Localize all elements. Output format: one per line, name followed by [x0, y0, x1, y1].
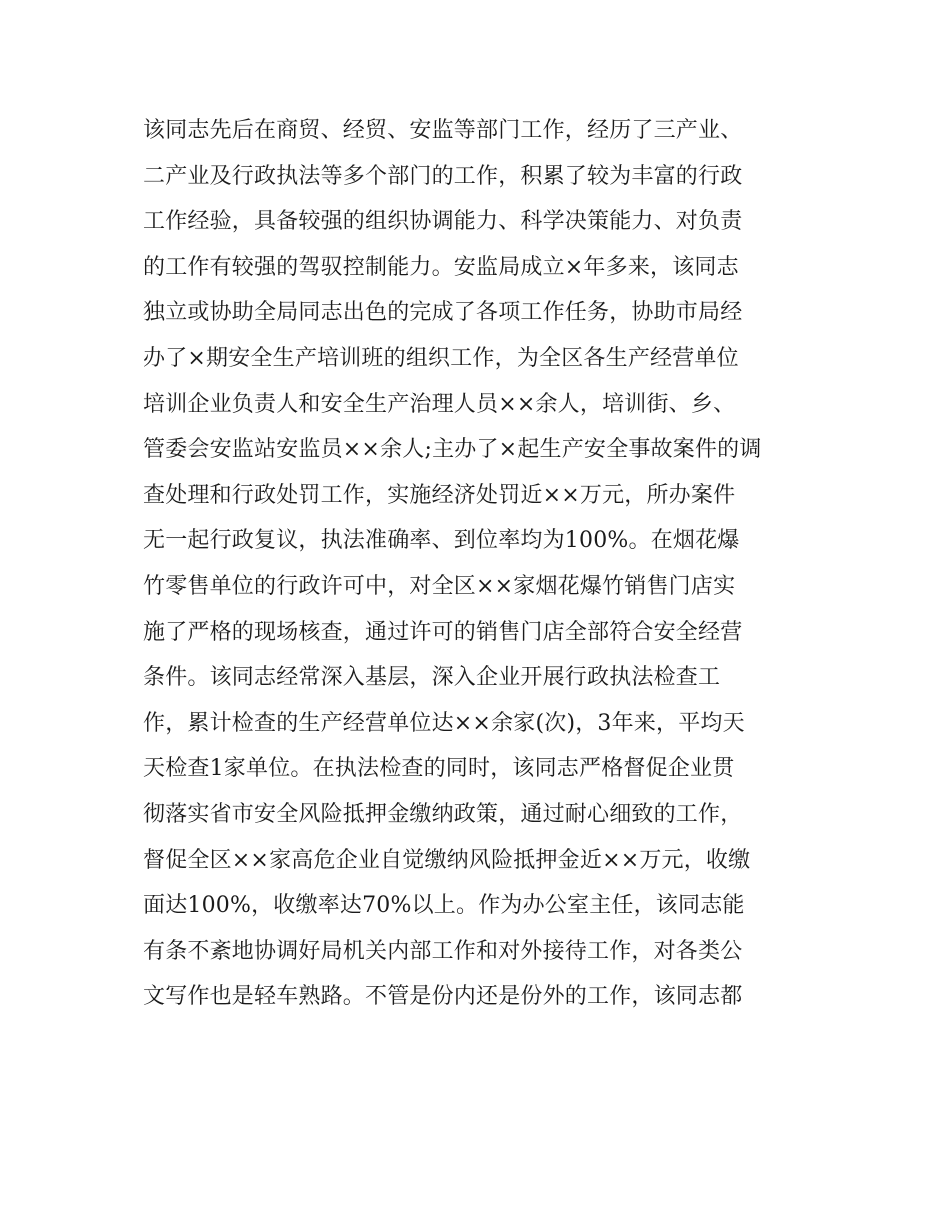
- text-line: 天检查1家单位。在执法检查的同时，该同志严格督促企业贯: [143, 756, 735, 782]
- text-line: 彻落实省市安全风险抵押金缴纳政策，通过耐心细致的工作，: [143, 801, 743, 827]
- text-line: 二产业及行政执法等多个部门的工作，积累了较为丰富的行政: [143, 163, 743, 189]
- text-line: 查处理和行政处罚工作，实施经济处罚近××万元，所办案件: [143, 482, 736, 508]
- text-line: 文写作也是轻车熟路。不管是份内还是份外的工作，该同志都: [143, 984, 743, 1010]
- text-line: 有条不紊地协调好局机关内部工作和对外接待工作，对各类公: [143, 938, 743, 964]
- text-line: 施了严格的现场核查，通过许可的销售门店全部符合安全经营: [143, 619, 743, 645]
- text-line: 工作经验，具备较强的组织协调能力、科学决策能力、对负责: [143, 209, 743, 235]
- text-line: 培训企业负责人和安全生产治理人员××余人，培训街、乡、: [143, 391, 736, 417]
- text-line: 面达100%，收缴率达70%以上。作为办公室主任，该同志能: [143, 893, 745, 919]
- text-line: 办了×期安全生产培训班的组织工作，为全区各生产经营单位: [143, 345, 739, 371]
- text-line: 无一起行政复议，执法准确率、到位率均为100%。在烟花爆: [143, 528, 740, 554]
- text-line: 督促全区××家高危企业自觉缴纳风险抵押金近××万元，收缴: [143, 847, 751, 873]
- text-line: 的工作有较强的驾驭控制能力。安监局成立×年多来，该同志: [143, 254, 739, 280]
- text-line: 独立或协助全局同志出色的完成了各项工作任务，协助市局经: [143, 300, 743, 326]
- text-line: 作，累计检查的生产经营单位达××余家(次)，3年来，平均天: [143, 710, 745, 736]
- text-line: 该同志先后在商贸、经贸、安监等部门工作，经历了三产业、: [143, 118, 743, 143]
- body-paragraph: [143, 108, 823, 1020]
- text-line: 竹零售单位的行政许可中，对全区××家烟花爆竹销售门店实: [143, 573, 736, 599]
- text-line: 管委会安监站安监员××余人;主办了×起生产安全事故案件的调: [143, 437, 762, 463]
- text-line: 条件。该同志经常深入基层，深入企业开展行政执法检查工: [143, 665, 721, 691]
